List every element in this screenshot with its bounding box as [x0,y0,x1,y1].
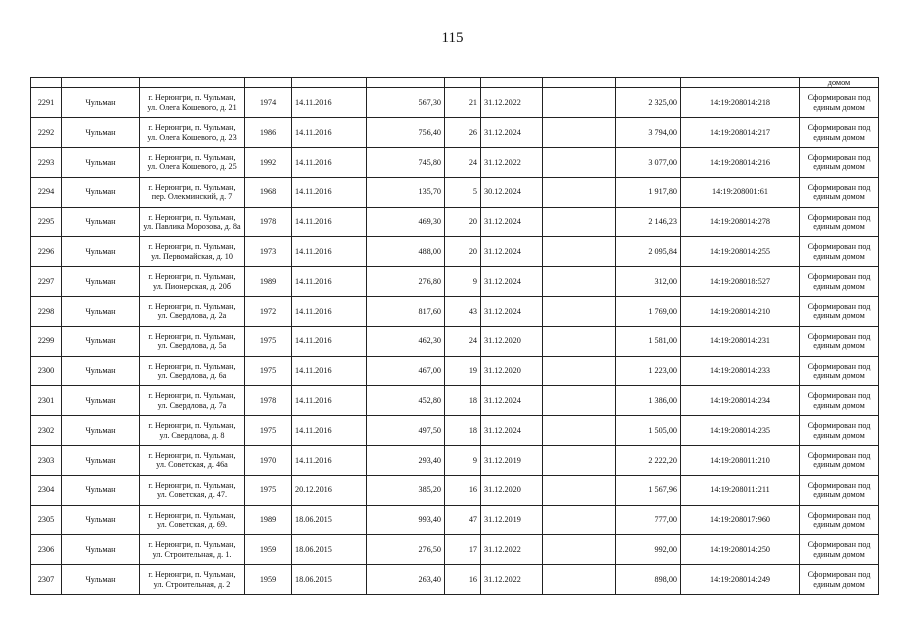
cadastral-number-cell: 14:19:208014:210 [681,296,800,326]
build-year-cell: 1972 [245,296,292,326]
row-number-cell: 2293 [31,148,62,178]
table-cell [543,78,616,88]
amount-cell: 2 325,00 [616,88,681,118]
empty-cell [543,237,616,267]
residents-count-cell: 19 [445,356,481,386]
status-cell: Сформирован под единым домом [800,565,879,595]
area-cell: 756,40 [367,118,445,148]
status-cell: Сформирован под единым домом [800,177,879,207]
area-cell: 467,00 [367,356,445,386]
build-year-cell: 1959 [245,565,292,595]
empty-cell [543,445,616,475]
empty-cell [543,296,616,326]
locality-cell: Чульман [62,296,140,326]
status-cell: Сформирован под единым домом [800,207,879,237]
residents-count-cell: 5 [445,177,481,207]
table-row [31,535,879,565]
area-cell: 567,30 [367,88,445,118]
residents-count-cell: 24 [445,326,481,356]
address-cell: г. Нерюнгри, п. Чульман, пер. Олекминский, д. 7 [140,177,245,207]
address-cell: г. Нерюнгри, п. Чульман, ул. Олега Кошевого, д. 21 [140,88,245,118]
amount-cell: 1 581,00 [616,326,681,356]
address-cell: г. Нерюнгри, п. Чульман, ул. Свердлова, д. 6а [140,356,245,386]
build-year-cell: 1978 [245,386,292,416]
residents-count-cell: 21 [445,88,481,118]
amount-cell: 1 223,00 [616,356,681,386]
status-cell: Сформирован под единым домом [800,505,879,535]
area-cell: 385,20 [367,475,445,505]
address-cell: г. Нерюнгри, п. Чульман, ул. Свердлова, д. 8 [140,416,245,446]
table-row [31,356,879,386]
cadastral-number-cell: 14:19:208014:233 [681,356,800,386]
table-row [31,326,879,356]
build-year-cell: 1989 [245,505,292,535]
address-cell: г. Нерюнгри, п. Чульман, ул. Свердлова, д. 7а [140,386,245,416]
cadastral-number-cell: 14:19:208018:527 [681,267,800,297]
status-cell: Сформирован под единым домом [800,326,879,356]
page-number: 115 [441,30,464,46]
status-cell: Сформирован под единым домом [800,148,879,178]
table-cell [245,78,292,88]
registration-date-cell: 20.12.2016 [292,475,367,505]
registration-date-cell: 14.11.2016 [292,207,367,237]
deadline-date-cell: 31.12.2019 [481,505,543,535]
address-cell: г. Нерюнгри, п. Чульман, ул. Свердлова, д. 2а [140,296,245,326]
status-cell: домом [800,78,879,88]
deadline-date-cell: 31.12.2019 [481,445,543,475]
status-cell: Сформирован под единым домом [800,416,879,446]
amount-cell: 1 567,96 [616,475,681,505]
locality-cell: Чульман [62,416,140,446]
cadastral-number-cell: 14:19:208014:255 [681,237,800,267]
row-number-cell: 2300 [31,356,62,386]
address-cell: г. Нерюнгри, п. Чульман, ул. Олега Кошевого, д. 23 [140,118,245,148]
registration-date-cell: 18.06.2015 [292,565,367,595]
locality-cell: Чульман [62,118,140,148]
area-cell: 263,40 [367,565,445,595]
row-number-cell: 2303 [31,445,62,475]
row-number-cell: 2301 [31,386,62,416]
residents-count-cell: 47 [445,505,481,535]
empty-cell [543,386,616,416]
amount-cell: 2 146,23 [616,207,681,237]
residents-count-cell: 43 [445,296,481,326]
housing-registry-table [30,77,879,595]
locality-cell: Чульман [62,356,140,386]
amount-cell: 2 222,20 [616,445,681,475]
area-cell: 276,50 [367,535,445,565]
registration-date-cell: 14.11.2016 [292,416,367,446]
locality-cell: Чульман [62,267,140,297]
amount-cell: 777,00 [616,505,681,535]
empty-cell [543,326,616,356]
registration-date-cell: 14.11.2016 [292,177,367,207]
table-cell [140,78,245,88]
registration-date-cell: 14.11.2016 [292,88,367,118]
locality-cell: Чульман [62,88,140,118]
empty-cell [543,565,616,595]
build-year-cell: 1968 [245,177,292,207]
row-number-cell: 2292 [31,118,62,148]
locality-cell: Чульман [62,148,140,178]
row-number-cell: 2298 [31,296,62,326]
build-year-cell: 1975 [245,356,292,386]
deadline-date-cell: 31.12.2024 [481,118,543,148]
status-cell: Сформирован под единым домом [800,118,879,148]
cadastral-number-cell: 14:19:208014:218 [681,88,800,118]
deadline-date-cell: 31.12.2022 [481,565,543,595]
empty-cell [543,416,616,446]
status-cell: Сформирован под единым домом [800,535,879,565]
locality-cell: Чульман [62,386,140,416]
build-year-cell: 1975 [245,475,292,505]
table-row [31,565,879,595]
registration-date-cell: 14.11.2016 [292,267,367,297]
residents-count-cell: 17 [445,535,481,565]
build-year-cell: 1992 [245,148,292,178]
build-year-cell: 1989 [245,267,292,297]
amount-cell: 1 917,80 [616,177,681,207]
area-cell: 135,70 [367,177,445,207]
area-cell: 452,80 [367,386,445,416]
residents-count-cell: 9 [445,445,481,475]
cadastral-number-cell: 14:19:208014:278 [681,207,800,237]
cadastral-number-cell: 14:19:208017:960 [681,505,800,535]
table-row [31,118,879,148]
amount-cell: 992,00 [616,535,681,565]
area-cell: 497,50 [367,416,445,446]
row-number-cell: 2294 [31,177,62,207]
amount-cell: 3 077,00 [616,148,681,178]
empty-cell [543,177,616,207]
table-cell [367,78,445,88]
deadline-date-cell: 31.12.2024 [481,207,543,237]
status-cell: Сформирован под единым домом [800,237,879,267]
deadline-date-cell: 31.12.2022 [481,535,543,565]
row-number-cell: 2296 [31,237,62,267]
build-year-cell: 1970 [245,445,292,475]
deadline-date-cell: 31.12.2024 [481,237,543,267]
table-cell [62,78,140,88]
table-row [31,88,879,118]
cadastral-number-cell: 14:19:208014:249 [681,565,800,595]
area-cell: 817,60 [367,296,445,326]
table-row [31,416,879,446]
registration-date-cell: 14.11.2016 [292,237,367,267]
area-cell: 276,80 [367,267,445,297]
row-number-cell: 2306 [31,535,62,565]
table-cell [481,78,543,88]
table-row [31,237,879,267]
empty-cell [543,207,616,237]
table-row [31,207,879,237]
amount-cell: 1 386,00 [616,386,681,416]
area-cell: 745,80 [367,148,445,178]
deadline-date-cell: 31.12.2024 [481,416,543,446]
empty-cell [543,88,616,118]
table-row [31,445,879,475]
deadline-date-cell: 31.12.2022 [481,148,543,178]
status-cell: Сформирован под единым домом [800,475,879,505]
empty-cell [543,535,616,565]
deadline-date-cell: 31.12.2024 [481,386,543,416]
locality-cell: Чульман [62,445,140,475]
status-cell: Сформирован под единым домом [800,445,879,475]
residents-count-cell: 26 [445,118,481,148]
table-row [31,296,879,326]
registration-date-cell: 14.11.2016 [292,148,367,178]
build-year-cell: 1974 [245,88,292,118]
status-cell: Сформирован под единым домом [800,296,879,326]
registration-date-cell: 14.11.2016 [292,296,367,326]
empty-cell [543,148,616,178]
residents-count-cell: 16 [445,475,481,505]
row-number-cell: 2307 [31,565,62,595]
residents-count-cell: 18 [445,386,481,416]
address-cell: г. Нерюнгри, п. Чульман, ул. Советская, д. 46а [140,445,245,475]
table-cell [445,78,481,88]
table-cell [616,78,681,88]
deadline-date-cell: 31.12.2022 [481,88,543,118]
amount-cell: 1 505,00 [616,416,681,446]
empty-cell [543,267,616,297]
registration-date-cell: 14.11.2016 [292,445,367,475]
locality-cell: Чульман [62,207,140,237]
table-row [31,267,879,297]
cadastral-number-cell: 14:19:208014:235 [681,416,800,446]
build-year-cell: 1973 [245,237,292,267]
table-cell [292,78,367,88]
cadastral-number-cell: 14:19:208014:234 [681,386,800,416]
build-year-cell: 1975 [245,416,292,446]
row-number-cell: 2302 [31,416,62,446]
empty-cell [543,475,616,505]
amount-cell: 898,00 [616,565,681,595]
locality-cell: Чульман [62,326,140,356]
row-number-cell: 2299 [31,326,62,356]
build-year-cell: 1978 [245,207,292,237]
status-cell: Сформирован под единым домом [800,356,879,386]
address-cell: г. Нерюнгри, п. Чульман, ул. Олега Кошевого, д. 25 [140,148,245,178]
registration-date-cell: 14.11.2016 [292,386,367,416]
table-cell [681,78,800,88]
residents-count-cell: 20 [445,207,481,237]
address-cell: г. Нерюнгри, п. Чульман, ул. Свердлова, д. 5а [140,326,245,356]
deadline-date-cell: 31.12.2024 [481,267,543,297]
registration-date-cell: 18.06.2015 [292,505,367,535]
address-cell: г. Нерюнгри, п. Чульман, ул. Советская, д. 47. [140,475,245,505]
deadline-date-cell: 31.12.2020 [481,356,543,386]
area-cell: 293,40 [367,445,445,475]
address-cell: г. Нерюнгри, п. Чульман, ул. Советская, д. 69. [140,505,245,535]
area-cell: 462,30 [367,326,445,356]
status-cell: Сформирован под единым домом [800,386,879,416]
cadastral-number-cell: 14:19:208011:211 [681,475,800,505]
area-cell: 469,30 [367,207,445,237]
table-cell [31,78,62,88]
empty-cell [543,118,616,148]
cadastral-number-cell: 14:19:208011:210 [681,445,800,475]
table-row [31,386,879,416]
registration-date-cell: 18.06.2015 [292,535,367,565]
table-row [31,505,879,535]
empty-cell [543,356,616,386]
locality-cell: Чульман [62,505,140,535]
address-cell: г. Нерюнгри, п. Чульман, ул. Строительная, д. 1. [140,535,245,565]
locality-cell: Чульман [62,565,140,595]
cadastral-number-cell: 14:19:208014:217 [681,118,800,148]
build-year-cell: 1986 [245,118,292,148]
amount-cell: 1 769,00 [616,296,681,326]
row-number-cell: 2304 [31,475,62,505]
address-cell: г. Нерюнгри, п. Чульман, ул. Пионерская, д. 20б [140,267,245,297]
address-cell: г. Нерюнгри, п. Чульман, ул. Павлика Морозова, д. 8а [140,207,245,237]
residents-count-cell: 24 [445,148,481,178]
amount-cell: 3 794,00 [616,118,681,148]
row-number-cell: 2295 [31,207,62,237]
address-cell: г. Нерюнгри, п. Чульман, ул. Строительная, д. 2 [140,565,245,595]
row-number-cell: 2297 [31,267,62,297]
area-cell: 993,40 [367,505,445,535]
residents-count-cell: 18 [445,416,481,446]
area-cell: 488,00 [367,237,445,267]
build-year-cell: 1975 [245,326,292,356]
address-cell: г. Нерюнгри, п. Чульман, ул. Первомайская, д. 10 [140,237,245,267]
cadastral-number-cell: 14:19:208001:61 [681,177,800,207]
empty-cell [543,505,616,535]
deadline-date-cell: 31.12.2020 [481,475,543,505]
cadastral-number-cell: 14:19:208014:216 [681,148,800,178]
locality-cell: Чульман [62,475,140,505]
deadline-date-cell: 31.12.2020 [481,326,543,356]
status-cell: Сформирован под единым домом [800,267,879,297]
cadastral-number-cell: 14:19:208014:250 [681,535,800,565]
build-year-cell: 1959 [245,535,292,565]
deadline-date-cell: 31.12.2024 [481,296,543,326]
residents-count-cell: 16 [445,565,481,595]
table-row [31,148,879,178]
cadastral-number-cell: 14:19:208014:231 [681,326,800,356]
residents-count-cell: 20 [445,237,481,267]
table-top-row [31,78,879,88]
locality-cell: Чульман [62,237,140,267]
registration-date-cell: 14.11.2016 [292,356,367,386]
registration-date-cell: 14.11.2016 [292,326,367,356]
amount-cell: 2 095,84 [616,237,681,267]
registration-date-cell: 14.11.2016 [292,118,367,148]
row-number-cell: 2305 [31,505,62,535]
table-row [31,475,879,505]
row-number-cell: 2291 [31,88,62,118]
residents-count-cell: 9 [445,267,481,297]
amount-cell: 312,00 [616,267,681,297]
deadline-date-cell: 30.12.2024 [481,177,543,207]
locality-cell: Чульман [62,535,140,565]
status-cell: Сформирован под единым домом [800,88,879,118]
locality-cell: Чульман [62,177,140,207]
table-row [31,177,879,207]
